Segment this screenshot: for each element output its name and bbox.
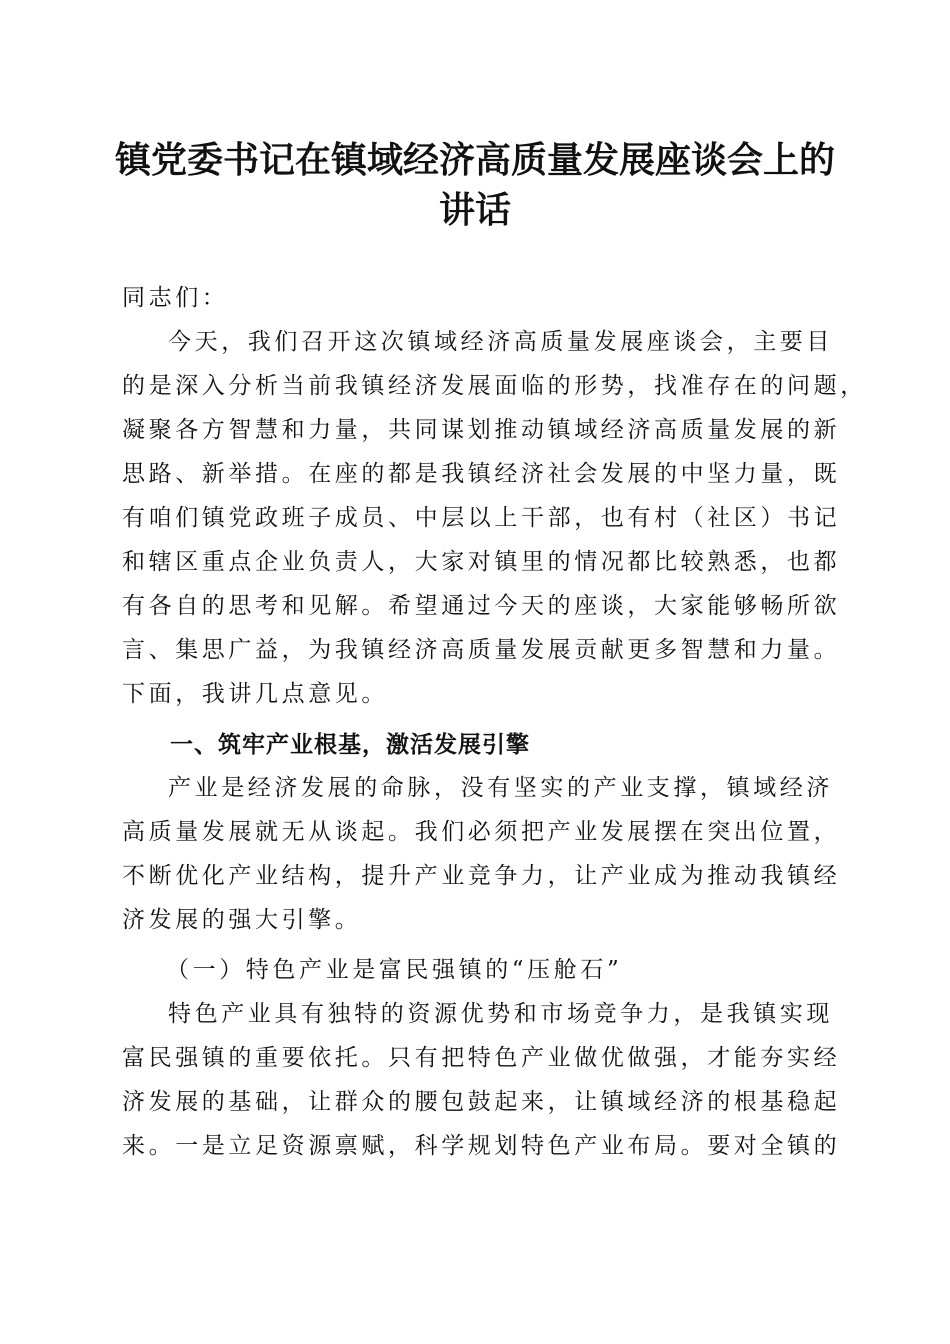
paragraph-line: 济发展的强大引擎。 <box>122 907 362 933</box>
section-heading: 一、筑牢产业根基，激活发展引擎 <box>170 732 530 758</box>
salutation: 同志们： <box>122 285 229 311</box>
paragraph-line: 特色产业具有独特的资源优势和市场竞争力，是我镇实现 <box>168 1001 833 1027</box>
paragraph-line: 有各自的思考和见解。希望通过今天的座谈，大家能够畅所欲 <box>122 593 841 619</box>
paragraph-line: 富民强镇的重要依托。只有把特色产业做优做强，才能夯实经 <box>122 1045 841 1071</box>
paragraph-line: 言、集思广益，为我镇经济高质量发展贡献更多智慧和力量。 <box>122 637 841 663</box>
subsection-heading: （一）特色产业是富民强镇的“压舱石” <box>166 957 623 983</box>
paragraph-line: 济发展的基础，让群众的腰包鼓起来，让镇域经济的根基稳起 <box>122 1089 841 1115</box>
paragraph-line: 有咱们镇党政班子成员、中层以上干部，也有村（社区）书记 <box>122 505 841 531</box>
paragraph-line: 思路、新举措。在座的都是我镇经济社会发展的中坚力量，既 <box>122 461 841 487</box>
paragraph-line: 不断优化产业结构，提升产业竞争力，让产业成为推动我镇经 <box>122 863 841 889</box>
paragraph-line: 今天，我们召开这次镇域经济高质量发展座谈会，主要目 <box>168 329 833 355</box>
document-title-line-1: 镇党委书记在镇域经济高质量发展座谈会上的 <box>114 139 835 181</box>
paragraph-line: 下面，我讲几点意见。 <box>122 681 388 707</box>
paragraph-line: 产业是经济发展的命脉，没有坚实的产业支撑，镇域经济 <box>168 775 833 801</box>
paragraph-line: 高质量发展就无从谈起。我们必须把产业发展摆在突出位置， <box>122 819 841 845</box>
paragraph-line: 来。一是立足资源禀赋，科学规划特色产业布局。要对全镇的 <box>122 1133 841 1159</box>
paragraph-line: 凝聚各方智慧和力量，共同谋划推动镇域经济高质量发展的新 <box>122 417 841 443</box>
document-title-line-2: 讲话 <box>438 189 511 231</box>
paragraph-line: 的是深入分析当前我镇经济发展面临的形势，找准存在的问题， <box>122 373 867 399</box>
paragraph-line: 和辖区重点企业负责人，大家对镇里的情况都比较熟悉，也都 <box>122 549 841 575</box>
